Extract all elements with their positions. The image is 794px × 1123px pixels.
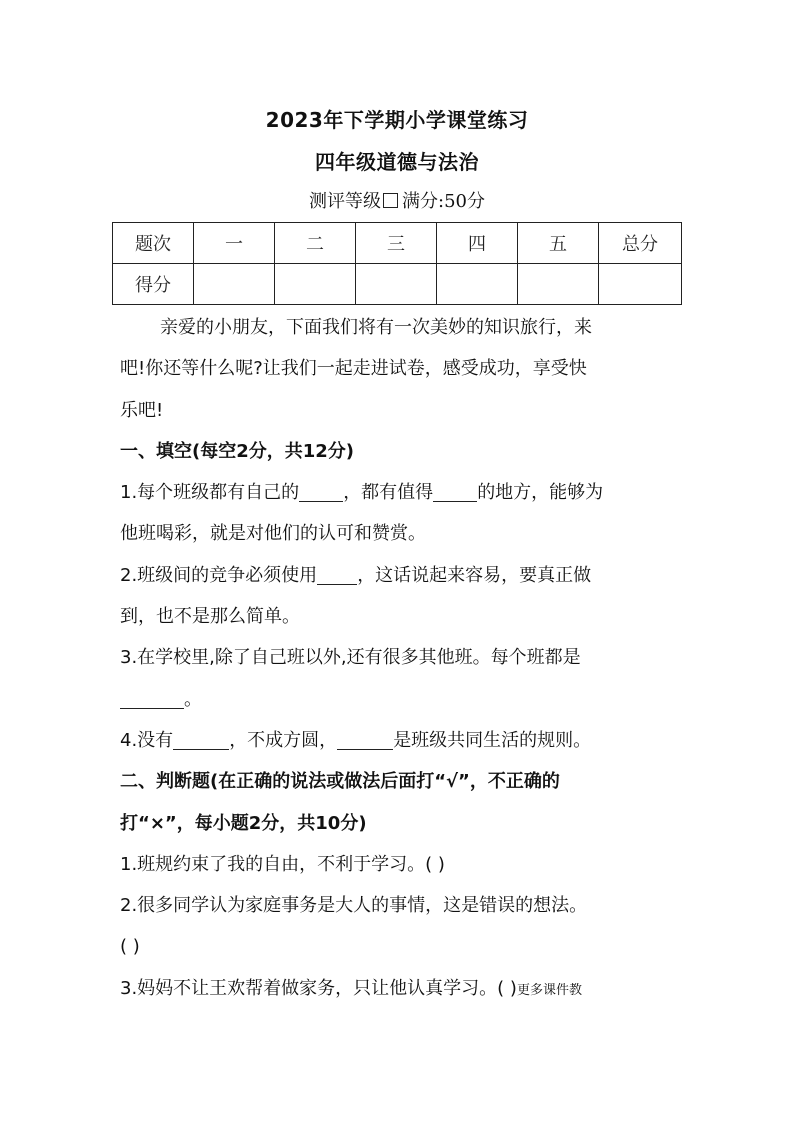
table-header-cell: 一 [194, 223, 275, 264]
intro-line: 亲爱的小朋友，下面我们将有一次美妙的知识旅行，来 [160, 317, 592, 338]
table-header-cell: 题次 [113, 223, 194, 264]
rating-line [0, 187, 794, 213]
section-heading: 打“×”，每小题2分，共10分) [120, 812, 367, 834]
score-cell [356, 264, 437, 305]
exam-title: 2023年下学期小学课堂练习 [265, 108, 529, 132]
question-text: 3.妈妈不让王欢帮着做家务，只让他认真学习。( ) [120, 977, 517, 999]
question-text: ，不成方圆， [229, 729, 338, 751]
question-line: 1.班规约束了我的自由，不利于学习。( ) [120, 853, 445, 875]
rating-label: 测评等级 [309, 191, 382, 212]
exam-content [120, 307, 676, 1009]
question-line: 到，也不是那么简单。 [120, 606, 300, 628]
question-text: 1.每个班级都有自己的 [120, 482, 300, 504]
question-line: ( ) [120, 936, 140, 958]
section-heading: 一、填空(每空2分，共12分) [120, 440, 355, 462]
table-header-cell: 四 [437, 223, 518, 264]
score-cell [599, 264, 682, 305]
question-text: ，这话说起来容易，要真正做 [357, 564, 592, 586]
question-text: ，都有值得 [343, 482, 434, 504]
question-line [120, 679, 676, 720]
score-table [112, 222, 682, 305]
question-text: 。 [184, 688, 202, 710]
question-text: 是班级共同生活的规则。 [393, 729, 592, 751]
intro-line: 吧!你还等什么呢?让我们一起走进试卷，感受成功，享受快 [120, 358, 587, 380]
question-line: 2.很多同学认为家庭事务是大人的事情，这是错误的想法。 [120, 895, 588, 917]
exam-subtitle: 四年级道德与法治 [315, 150, 479, 174]
answer-blank[interactable] [120, 688, 184, 709]
score-cell [194, 264, 275, 305]
table-header-cell: 二 [275, 223, 356, 264]
question-line: 他班喝彩，就是对他们的认可和赞赏。 [120, 523, 426, 545]
score-cell [518, 264, 599, 305]
table-row-label: 得分 [113, 264, 194, 305]
question-line [120, 555, 676, 596]
score-table-header-row [113, 223, 682, 264]
question-line [120, 720, 676, 761]
section-heading: 二、判断题(在正确的说法或做法后面打“√”，不正确的 [120, 771, 560, 793]
question-line: 3.在学校里,除了自己班以外,还有很多其他班。每个班都是 [120, 647, 581, 669]
question-text: 4.没有 [120, 729, 174, 751]
table-header-cell: 总分 [599, 223, 682, 264]
score-cell [275, 264, 356, 305]
full-score-label: 满分:50分 [402, 191, 485, 212]
question-line [120, 968, 676, 1009]
intro-line: 乐吧! [120, 399, 164, 421]
table-header-cell: 三 [356, 223, 437, 264]
question-line [120, 472, 676, 513]
answer-blank[interactable] [299, 481, 343, 502]
question-text: 的地方，能够为 [477, 482, 604, 504]
table-header-cell: 五 [518, 223, 599, 264]
watermark-text: 更多课件教 [516, 982, 582, 998]
answer-blank[interactable] [337, 729, 393, 750]
question-text: 2.班级间的竞争必须使用 [120, 564, 318, 586]
score-cell [437, 264, 518, 305]
rating-checkbox-icon [383, 193, 398, 208]
answer-blank[interactable] [173, 729, 229, 750]
answer-blank[interactable] [433, 481, 477, 502]
answer-blank[interactable] [317, 564, 357, 585]
score-table-row [113, 264, 682, 305]
